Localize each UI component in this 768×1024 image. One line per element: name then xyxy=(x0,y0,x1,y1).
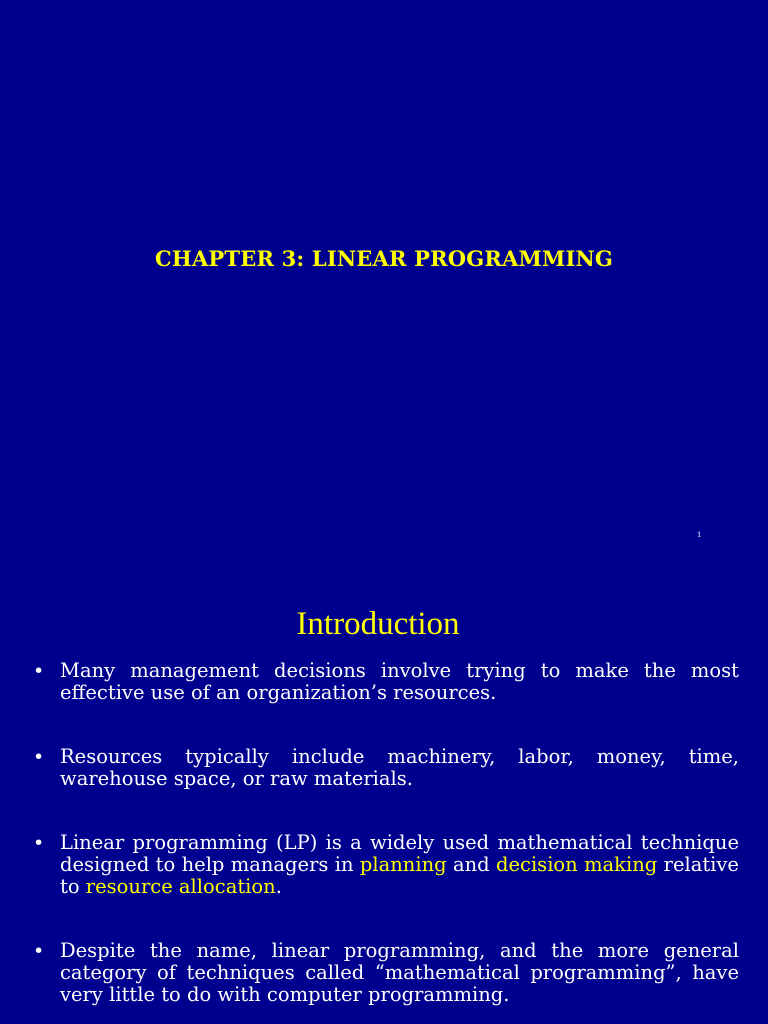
bullet-item xyxy=(0,832,768,898)
chapter-title: CHAPTER 3: LINEAR PROGRAMMING xyxy=(154,246,614,271)
bullet-icon: • xyxy=(33,746,45,768)
bullet-text: Resources typically include machinery, labor, money, time, warehouse space, or raw materials. xyxy=(60,745,739,790)
page-number: 1 xyxy=(697,531,702,539)
bullet-icon: • xyxy=(33,940,45,962)
highlight-decision-making: decision making xyxy=(496,853,658,876)
bullet-text-part: and xyxy=(446,853,496,876)
bullet-item xyxy=(0,660,768,704)
highlight-planning: planning xyxy=(359,853,447,876)
highlight-resource-allocation: resource allocation xyxy=(85,875,276,898)
bullet-icon: • xyxy=(33,832,45,854)
bullet-text-part: Linear programming (LP) is a widely used mathematical technique designed to help managers in xyxy=(60,831,739,876)
introduction-title: Introduction xyxy=(296,606,460,642)
bullet-text-part: relative to xyxy=(60,853,739,898)
bullet-icon: • xyxy=(33,660,45,682)
bullet-list xyxy=(0,660,768,1024)
bullet-item xyxy=(0,746,768,790)
bullet-text xyxy=(60,832,739,898)
bullet-text-part: . xyxy=(275,875,282,898)
bullet-item xyxy=(0,940,768,1006)
slide-2 xyxy=(0,576,768,1024)
bullet-text: Many management decisions involve trying to make the most effective use of an organization’s resources. xyxy=(60,659,739,704)
bullet-text: Despite the name, linear programming, and the more general category of techniques called “mathematical programming”, have very little to do with computer programming. xyxy=(60,939,739,1006)
